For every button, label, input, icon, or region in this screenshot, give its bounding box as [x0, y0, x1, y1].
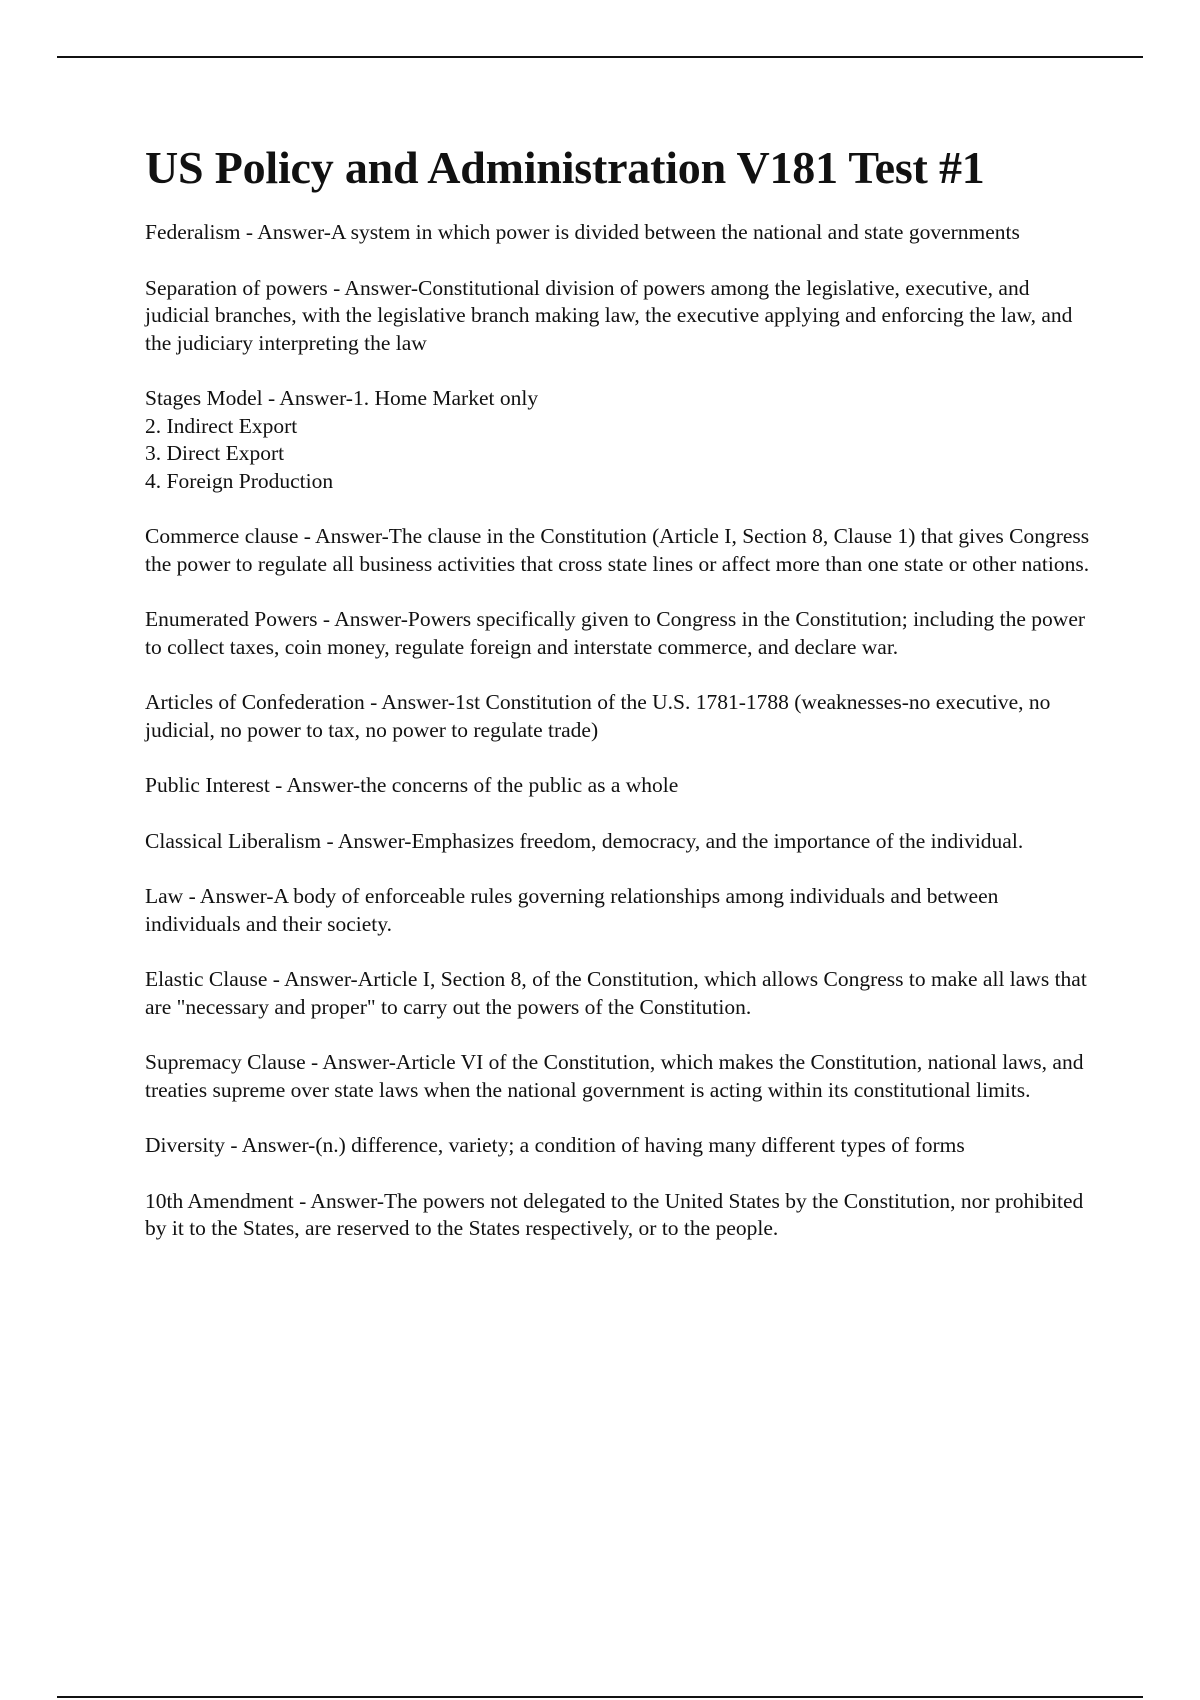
entry-diversity: Diversity - Answer-(n.) difference, variety; a condition of having many different types of forms — [145, 1133, 965, 1158]
entry-articles-of-confederation: Articles of Confederation - Answer-1st Constitution of the U.S. 1781-1788 (weaknesses-no executive, no judicial, no power to tax, no power to regulate trade) — [145, 690, 1051, 742]
entry-separation-of-powers: Separation of powers - Answer-Constitutional division of powers among the legislative, executive, and judicial branches, with the legislative branch making law, the executive applying and enforcing the law, and the judiciary interpreting the law — [145, 275, 1073, 355]
top-divider — [57, 56, 1143, 58]
entry-commerce-clause: Commerce clause - Answer-The clause in the Constitution (Article I, Section 8, Clause 1) that gives Congress the power to regulate all business activities that cross state lines or affect more than one state or other nations. — [145, 524, 1090, 576]
entry-elastic-clause: Elastic Clause - Answer-Article I, Section 8, of the Constitution, which allows Congress to make all laws that are "necessary and proper" to carry out the powers of the Constitution. — [145, 967, 1087, 1019]
entry-public-interest: Public Interest - Answer-the concerns of the public as a whole — [145, 773, 679, 798]
document-title: US Policy and Administration V181 Test #1 — [145, 142, 985, 193]
entry-enumerated-powers: Enumerated Powers - Answer-Powers specifically given to Congress in the Constitution; including the power to collect taxes, coin money, regulate foreign and interstate commerce, and declare war. — [145, 607, 1086, 659]
entry-supremacy-clause: Supremacy Clause - Answer-Article VI of the Constitution, which makes the Constitution, national laws, and treaties supreme over state laws when the national government is acting within its constitutional limits. — [145, 1050, 1084, 1102]
entry-classical-liberalism: Classical Liberalism - Answer-Emphasizes freedom, democracy, and the importance of the individual. — [145, 828, 1024, 853]
entry-law: Law - Answer-A body of enforceable rules governing relationships among individuals and between individuals and their society. — [145, 884, 999, 936]
bottom-divider — [57, 1696, 1143, 1698]
entry-10th-amendment: 10th Amendment - Answer-The powers not delegated to the United States by the Constitution, nor prohibited by it to the States, are reserved to the States respectively, or to the people. — [145, 1188, 1084, 1241]
entry-federalism: Federalism - Answer-A system in which power is divided between the national and state governments — [145, 220, 1020, 245]
document-content — [145, 140, 1095, 1271]
entry-stages-model: Stages Model - Answer-1. Home Market only 2. Indirect Export 3. Direct Export 4. Foreign Production — [145, 386, 539, 493]
